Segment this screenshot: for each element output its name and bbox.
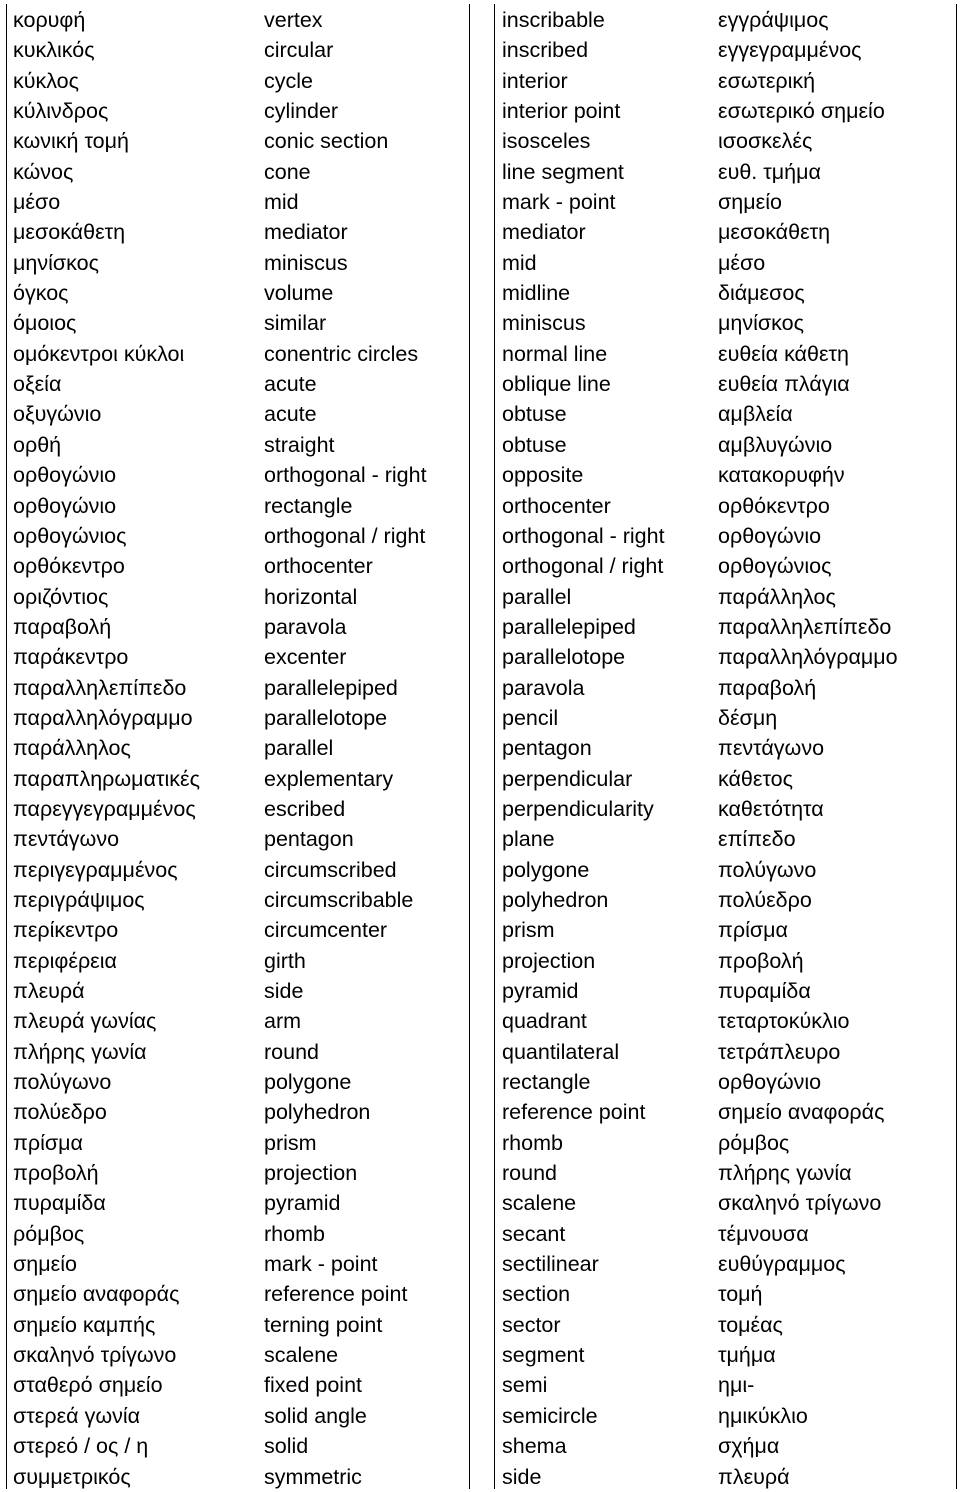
term-cell: πρίσμα [718,918,788,943]
term-cell: οξεία [13,372,62,397]
term-cell: oblique line [502,372,611,397]
term-cell: κύκλος [13,68,80,93]
term-cell: μεσοκάθετη [718,220,831,245]
term-cell: mark - point [502,190,616,215]
term-cell: cone [264,159,311,184]
term-cell: διάμεσος [718,281,805,306]
term-cell: επίπεδο [718,827,796,852]
term-cell: paravola [264,614,347,639]
term-cell: παραβολή [13,614,112,639]
term-cell: ευθεία πλάγια [718,372,850,397]
term-cell: παραβολή [718,675,817,700]
right-border-line [956,4,957,1489]
term-cell: ρόμβος [718,1130,790,1155]
term-cell: secant [502,1221,566,1246]
term-cell: conic section [264,129,389,154]
term-cell: straight [264,432,335,457]
term-cell: fixed point [264,1373,363,1398]
term-cell: περίκεντρο [13,918,119,943]
term-cell: obtuse [502,402,567,427]
term-cell: round [502,1161,557,1186]
term-cell: ρόμβος [13,1221,85,1246]
term-cell: παρεγγεγραμμένος [13,796,196,821]
term-cell: pencil [502,705,559,730]
term-cell: πλευρά [718,1464,790,1489]
term-cell: orthogonal / right [264,523,426,548]
term-cell: parallelepiped [264,675,398,700]
term-cell: parallel [502,584,572,609]
term-cell: σημείο καμπής [13,1312,156,1337]
term-cell: σημείο αναφοράς [13,1282,180,1307]
term-cell: segment [502,1343,585,1368]
term-cell: symmetric [264,1464,362,1489]
term-cell: paravola [502,675,585,700]
term-cell: terning point [264,1312,383,1337]
term-cell: σταθερό σημείο [13,1373,163,1398]
term-cell: orthocenter [264,554,373,579]
term-cell: τεταρτοκύκλιο [718,1009,850,1034]
term-cell: scalene [502,1191,577,1216]
term-cell: parallel [264,736,334,761]
term-cell: circumscribable [264,887,414,912]
term-cell: παράλληλος [718,584,836,609]
term-cell: κώνος [13,159,74,184]
term-cell: καθετότητα [718,796,824,821]
term-cell: quantilateral [502,1039,620,1064]
term-cell: parallelotope [502,645,626,670]
term-cell: orthogonal - right [264,463,427,488]
term-cell: ημικύκλιο [718,1403,808,1428]
term-cell: στερεά γωνία [13,1403,141,1428]
term-cell: mid [502,250,537,275]
term-cell: όμοιος [13,311,77,336]
term-cell: polyhedron [264,1100,371,1125]
term-cell: arm [264,1009,302,1034]
term-cell: perpendicularity [502,796,654,821]
term-cell: σημείο [718,190,782,215]
term-cell: κάθετος [718,766,793,791]
term-cell: girth [264,948,306,973]
term-cell: τετράπλευρο [718,1039,841,1064]
term-cell: mediator [264,220,348,245]
term-cell: κορυφή [13,8,86,32]
term-cell: οξυγώνιο [13,402,102,427]
term-cell: σημείο αναφοράς [718,1100,885,1125]
term-cell: rectangle [502,1070,591,1095]
term-cell: similar [264,311,327,336]
term-cell: πυραμίδα [718,979,811,1003]
term-cell: polygone [264,1070,352,1095]
term-cell: ευθύγραμμος [718,1252,846,1277]
term-cell: αμβλυγώνιο [718,432,833,457]
term-cell: circumcenter [264,918,388,943]
left-table-greek-column [13,5,200,1492]
term-cell: sectilinear [502,1252,599,1277]
term-cell: αμβλεία [718,402,793,427]
term-cell: inscribable [502,8,605,32]
term-cell: παραλληλεπίπεδο [718,614,892,639]
term-cell: miniscus [502,311,586,336]
term-cell: excenter [264,645,347,670]
term-cell: conentric circles [264,341,419,366]
term-cell: δέσμη [718,705,778,730]
term-cell: miniscus [264,250,348,275]
term-cell: κύλινδρος [13,99,109,124]
term-cell: sector [502,1312,561,1337]
term-cell: reference point [264,1282,408,1307]
term-cell: explementary [264,766,394,791]
term-cell: solid angle [264,1403,367,1428]
term-cell: projection [264,1161,358,1186]
term-cell: acute [264,402,317,427]
term-cell: prism [502,918,555,943]
term-cell: σημείο [13,1252,77,1277]
term-cell: πυραμίδα [13,1191,106,1216]
term-cell: semicircle [502,1403,598,1428]
term-cell: μέσο [13,190,61,215]
term-cell: interior [502,68,568,93]
term-cell: εσωτερική [718,68,816,93]
term-cell: παράκεντρο [13,645,129,670]
term-cell: isosceles [502,129,591,154]
term-cell: ημι- [718,1373,755,1398]
term-cell: prism [264,1130,317,1155]
term-cell: πεντάγωνο [718,736,825,761]
term-cell: ευθ. τμήμα [718,159,821,184]
term-cell: προβολή [718,948,804,973]
term-cell: perpendicular [502,766,633,791]
term-cell: εγγεγραμμένος [718,38,862,63]
term-cell: πολύγωνο [718,857,817,882]
term-cell: section [502,1282,571,1307]
term-cell: solid [264,1434,309,1459]
term-cell: μεσοκάθετη [13,220,126,245]
term-cell: σκαληνό τρίγωνο [13,1343,177,1368]
term-cell: περιγράψιμος [13,887,145,912]
term-cell: quadrant [502,1009,587,1034]
term-cell: τομέας [718,1312,783,1337]
center-left-divider [469,4,470,1489]
term-cell: side [502,1464,542,1489]
term-cell: opposite [502,463,584,488]
term-cell: ευθεία κάθετη [718,341,849,366]
term-cell: πλήρης γωνία [13,1039,147,1064]
term-cell: acute [264,372,317,397]
term-cell: vertex [264,8,323,32]
term-cell: line segment [502,159,624,184]
term-cell: ορθόκεντρο [13,554,125,579]
term-cell: horizontal [264,584,358,609]
term-cell: cycle [264,68,313,93]
term-cell: παραλληλόγραμμο [13,705,193,730]
term-cell: orthocenter [502,493,611,518]
term-cell: παράλληλος [13,736,131,761]
term-cell: πλήρης γωνία [718,1161,852,1186]
term-cell: ισοσκελές [718,129,813,154]
term-cell: cylinder [264,99,339,124]
term-cell: rectangle [264,493,353,518]
term-cell: παραλληλεπίπεδο [13,675,187,700]
term-cell: mid [264,190,299,215]
term-cell: scalene [264,1343,339,1368]
term-cell: mediator [502,220,586,245]
term-cell: inscribed [502,38,589,63]
term-cell: κατακορυφήν [718,463,845,488]
term-cell: pentagon [264,827,354,852]
term-cell: parallelepiped [502,614,636,639]
term-cell: ορθογώνιος [13,523,127,548]
right-table-greek-column [718,5,898,1492]
term-cell: τέμνουσα [718,1221,809,1246]
term-cell: pentagon [502,736,592,761]
term-cell: orthogonal / right [502,554,664,579]
term-cell: orthogonal - right [502,523,665,548]
term-cell: round [264,1039,319,1064]
term-cell: τμήμα [718,1343,776,1368]
term-cell: κυκλικός [13,38,95,63]
term-cell: πολύεδρο [13,1100,107,1125]
term-cell: pyramid [264,1191,341,1216]
term-cell: πεντάγωνο [13,827,120,852]
term-cell: πολύγωνο [13,1070,112,1095]
term-cell: ορθογώνιος [718,554,832,579]
term-cell: στερεό / ος / η [13,1434,149,1459]
term-cell: circular [264,38,334,63]
term-cell: σκαληνό τρίγωνο [718,1191,882,1216]
term-cell: συμμετρικός [13,1464,131,1489]
term-cell: normal line [502,341,608,366]
term-cell: projection [502,948,596,973]
term-cell: obtuse [502,432,567,457]
term-cell: παραπληρωματικές [13,766,200,791]
term-cell: ομόκεντροι κύκλοι [13,341,185,366]
term-cell: εγγράψιμος [718,8,829,32]
term-cell: τομή [718,1282,763,1307]
term-cell: pyramid [502,979,579,1003]
term-cell: περιφέρεια [13,948,117,973]
term-cell: mark - point [264,1252,378,1277]
term-cell: οριζόντιος [13,584,109,609]
term-cell: ορθογώνιο [13,463,117,488]
term-cell: ορθογώνιο [718,523,822,548]
term-cell: polygone [502,857,590,882]
term-cell: rhomb [264,1221,325,1246]
term-cell: reference point [502,1100,646,1125]
term-cell: interior point [502,99,621,124]
term-cell: plane [502,827,555,852]
left-table-english-column [264,5,427,1492]
term-cell: μηνίσκος [13,250,99,275]
term-cell: σχήμα [718,1434,780,1459]
term-cell: πλευρά γωνίας [13,1009,157,1034]
term-cell: όγκος [13,281,69,306]
term-cell: parallelotope [264,705,388,730]
term-cell: παραλληλόγραμμο [718,645,898,670]
term-cell: πρίσμα [13,1130,83,1155]
term-cell: rhomb [502,1130,563,1155]
term-cell: ορθή [13,432,62,457]
term-cell: μέσο [718,250,766,275]
term-cell: ορθογώνιο [718,1070,822,1095]
term-cell: shema [502,1434,567,1459]
term-cell: ορθογώνιο [13,493,117,518]
term-cell: side [264,979,304,1003]
term-cell: polyhedron [502,887,609,912]
term-cell: ορθόκεντρο [718,493,830,518]
term-cell: προβολή [13,1161,99,1186]
term-cell: περιγεγραμμένος [13,857,178,882]
term-cell: μηνίσκος [718,311,804,336]
term-cell: κωνική τομή [13,129,129,154]
term-cell: circumscribed [264,857,397,882]
right-table-english-column [502,5,665,1492]
term-cell: semi [502,1373,548,1398]
center-right-divider [494,4,495,1489]
term-cell: escribed [264,796,346,821]
left-border-line [6,4,7,1489]
term-cell: πολύεδρο [718,887,812,912]
term-cell: midline [502,281,571,306]
term-cell: πλευρά [13,979,85,1003]
term-cell: εσωτερικό σημείο [718,99,885,124]
term-cell: volume [264,281,334,306]
